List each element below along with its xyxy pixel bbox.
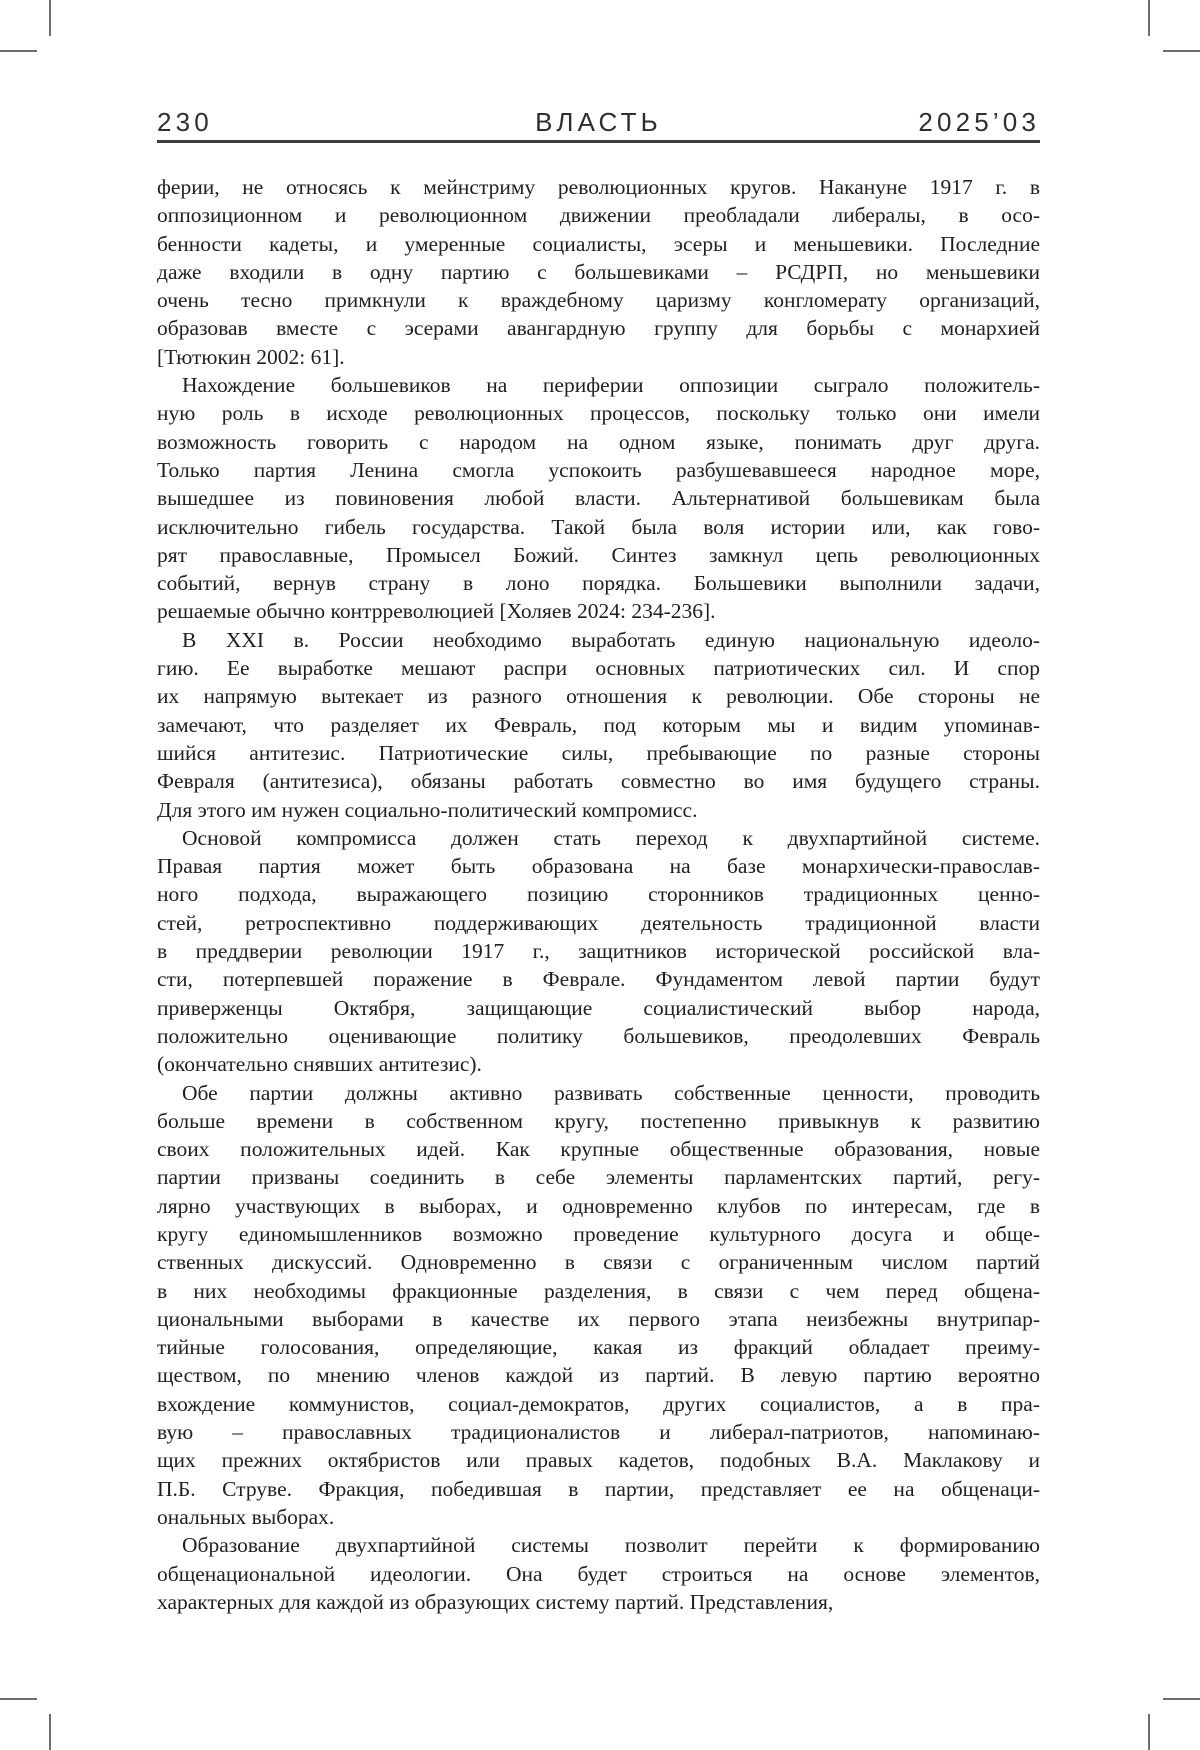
text-line: в них необходимы фракционные разделения, в связи с чем перед общена-	[157, 1278, 1040, 1303]
text-line: шийся антитезис. Патриотические силы, пребывающие по разные стороны	[157, 740, 1040, 765]
text-line: партии призваны соединить в себе элементы парламентских партий, регу-	[157, 1165, 1040, 1190]
text-line: Основой компромисса должен стать переход к двухпартийной системе.	[182, 825, 1040, 850]
text-line: гию. Ее выработке мешают распри основных патриотических сил. И спор	[157, 656, 1040, 681]
text-line: замечают, что разделяет их Февраль, под которым мы и видим упоминав-	[157, 712, 1040, 737]
text-line: приверженцы Октября, защищающие социалистический выбор народа,	[157, 995, 1040, 1020]
text-line: Образование двухпартийной системы позволит перейти к формированию	[182, 1533, 1040, 1558]
text-line: бенности кадеты, и умеренные социалисты, эсеры и меньшевики. Последние	[157, 231, 1040, 256]
text-line: В XXI в. России необходимо выработать единую национальную идеоло-	[182, 627, 1040, 652]
crop-mark	[1163, 1698, 1200, 1700]
text-line: возможность говорить с народом на одном языке, понимать друг друга.	[157, 429, 1040, 454]
crop-mark	[49, 0, 51, 36]
text-line: Февраля (антитезиса), обязаны работать совместно во имя будущего страны.	[157, 769, 1040, 794]
text-line: их напрямую вытекает из разного отношения к революции. Обе стороны не	[157, 684, 1040, 709]
journal-title: ВЛАСТЬ	[535, 107, 662, 137]
text-line: исключительно гибель государства. Такой была воля истории или, как гово-	[157, 514, 1040, 539]
text-line: событий, вернув страну в лоно порядка. Большевики выполнили задачи,	[157, 571, 1040, 596]
text-line: в преддверии революции 1917 г., защитников исторической российской вла-	[157, 939, 1040, 964]
article-body	[157, 173, 1040, 1616]
text-line: [Тютюкин 2002: 61].	[157, 344, 345, 369]
text-line: стей, ретроспективно поддерживающих деятельность традиционной власти	[157, 910, 1040, 935]
issue-number: 2025’03	[918, 107, 1041, 137]
text-line: вышедшее из повиновения любой власти. Альтернативой большевикам была	[157, 486, 1040, 511]
text-line: тийные голосования, определяющие, какая из фракций обладает преиму-	[157, 1335, 1040, 1360]
text-line: очень тесно примкнули к враждебному царизму конгломерату организаций,	[157, 288, 1040, 313]
text-line: ственных дискуссий. Одновременно в связи с ограниченным числом партий	[157, 1250, 1040, 1275]
text-line: (окончательно снявших антитезис).	[157, 1052, 482, 1077]
text-line: общенациональной идеологии. Она будет строиться на основе элементов,	[157, 1561, 1040, 1586]
text-line: ферии, не относясь к мейнстриму революционных кругов. Накануне 1917 г. в	[157, 175, 1040, 199]
text-line: характерных для каждой из образующих систему партий. Представления,	[157, 1589, 834, 1614]
text-line: лярно участвующих в выборах, и одновременно клубов по интересам, где в	[157, 1193, 1040, 1218]
text-line: ного подхода, выражающего позицию сторонников традиционных ценно-	[157, 882, 1040, 907]
text-line: сти, потерпевшей поражение в Феврале. Фундаментом левой партии будут	[157, 967, 1040, 992]
text-line: ществом, по мнению членов каждой из партий. В левую партию вероятно	[157, 1363, 1040, 1388]
text-line: Обе партии должны активно развивать собственные ценности, проводить	[182, 1080, 1040, 1105]
text-line: оппозиционном и революционном движении преобладали либералы, в осо-	[157, 203, 1040, 228]
text-line: Для этого им нужен социально-политический компромисс.	[157, 797, 698, 822]
text-line: даже входили в одну партию с большевиками – РСДРП, но меньшевики	[157, 259, 1040, 284]
text-line: Нахождение большевиков на периферии оппозиции сыграло положитель-	[182, 373, 1040, 398]
text-line: вую – православных традиционалистов и либерал-патриотов, напоминаю-	[157, 1420, 1040, 1445]
text-line: решаемые обычно контрреволюцией [Холяев 2024: 234-236].	[157, 599, 716, 624]
text-line: положительно оценивающие политику большевиков, преодолевших Февраль	[157, 1023, 1040, 1048]
header-rule	[157, 140, 1040, 143]
running-head	[157, 107, 1040, 137]
text-line: своих положительных идей. Как крупные общественные образования, новые	[157, 1137, 1040, 1162]
crop-mark	[0, 50, 37, 52]
crop-mark	[1163, 50, 1200, 52]
crop-mark	[0, 1698, 37, 1700]
text-line: Только партия Ленина смогла успокоить разбушевавшееся народное море,	[157, 457, 1040, 482]
page-number: 230	[157, 107, 213, 137]
text-line: щих прежних октябристов или правых кадетов, подобных В.А. Маклакову и	[157, 1448, 1040, 1473]
crop-mark	[49, 1714, 51, 1750]
text-line: П.Б. Струве. Фракция, победившая в партии, представляет ее на общенаци-	[157, 1476, 1040, 1501]
text-line: Правая партия может быть образована на базе монархически-православ-	[157, 854, 1040, 879]
text-line: кругу единомышленников возможно проведение культурного досуга и обще-	[157, 1221, 1040, 1246]
text-line: циональными выборами в качестве их первого этапа неизбежны внутрипар-	[157, 1306, 1040, 1331]
text-line: рят православные, Промысел Божий. Синтез замкнул цепь революционных	[157, 542, 1040, 567]
text-line: вхождение коммунистов, социал-демократов, других социалистов, а в пра-	[157, 1391, 1040, 1416]
text-line: больше времени в собственном кругу, постепенно привыкнув к развитию	[157, 1108, 1040, 1133]
text-line: образовав вместе с эсерами авангардную группу для борьбы с монархией	[157, 316, 1040, 341]
text-line: ональных выборах.	[157, 1504, 335, 1529]
text-line: ную роль в исходе революционных процессов, поскольку только они имели	[157, 401, 1040, 426]
crop-mark	[1148, 0, 1150, 36]
crop-mark	[1148, 1714, 1150, 1750]
